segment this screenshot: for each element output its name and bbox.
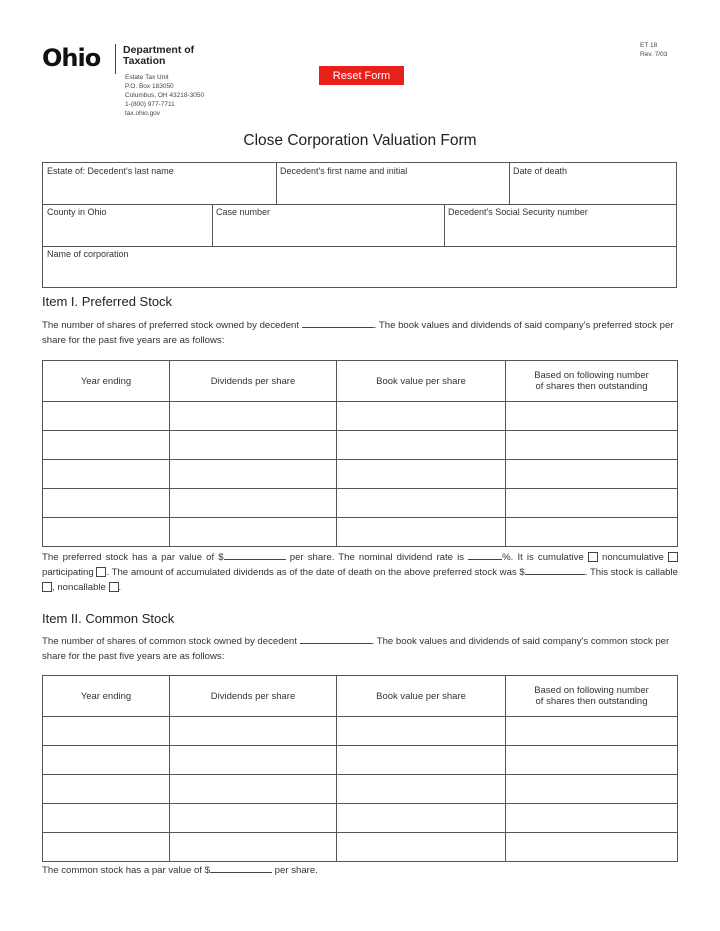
preferred-stock-table <box>42 360 678 547</box>
callable-label: . This stock is callable <box>584 567 678 578</box>
ohio-logo: Ohio <box>42 44 101 72</box>
decedent-last-name-field[interactable] <box>43 163 276 204</box>
dividend-rate-blank[interactable] <box>468 550 502 560</box>
field-label: Case number <box>216 207 271 217</box>
col-header-year-ending: Year ending <box>43 361 170 402</box>
field-label: County in Ohio <box>47 207 107 217</box>
table-cell[interactable] <box>337 489 506 518</box>
form-identifier <box>640 41 667 59</box>
table-cell[interactable] <box>506 518 678 547</box>
preferred-shares-blank[interactable] <box>302 318 374 328</box>
field-label: Decedent's Social Security number <box>448 207 588 217</box>
table-cell[interactable] <box>506 746 678 775</box>
table-row <box>43 717 678 746</box>
field-label: Name of corporation <box>47 249 129 259</box>
table-cell[interactable] <box>43 431 170 460</box>
form-number: ET 18 <box>640 42 658 49</box>
common-intro-text: The number of shares of common stock owned by decedent <box>42 636 297 647</box>
table-cell[interactable] <box>337 833 506 862</box>
table-row <box>43 402 678 431</box>
preferred-intro-text: The number of shares of preferred stock owned by decedent <box>42 320 300 331</box>
table-cell[interactable] <box>170 402 337 431</box>
table-cell[interactable] <box>506 717 678 746</box>
preferred-stock-heading: Item I. Preferred Stock <box>42 294 173 309</box>
common-par-text: per share. <box>274 865 318 876</box>
table-cell[interactable] <box>43 775 170 804</box>
header-line: Based on following number <box>534 370 649 381</box>
cumulative-checkbox[interactable] <box>588 552 598 562</box>
form-title: Close Corporation Valuation Form <box>243 132 477 149</box>
common-shares-blank[interactable] <box>300 634 372 644</box>
header-line: of shares then outstanding <box>535 381 648 392</box>
accumulated-text: . The amount of accumulated dividends as of the date of death on the above preferred <box>106 567 472 578</box>
cumulative-label: %. It is cumulative <box>502 552 584 563</box>
noncumulative-checkbox[interactable] <box>668 552 678 562</box>
preferred-intro-text: . The book values and dividends of said company's preferred stock per share for the past five years are as follows: <box>42 320 674 346</box>
table-cell[interactable] <box>170 717 337 746</box>
preferred-rate-text: per share. The nominal dividend rate is <box>289 552 465 563</box>
participating-checkbox[interactable] <box>96 567 106 577</box>
table-header-row <box>43 361 678 402</box>
preferred-intro <box>42 318 677 348</box>
table-cell[interactable] <box>337 518 506 547</box>
participating-label: participating <box>42 567 94 578</box>
table-cell[interactable] <box>170 833 337 862</box>
col-header-shares-outstanding <box>506 676 678 717</box>
table-cell[interactable] <box>506 833 678 862</box>
department-name: Department of Taxation <box>123 44 195 67</box>
col-header-book-value: Book value per share <box>337 361 506 402</box>
common-intro-text: . The book values and dividends of said company's common stock per share for the past five years are as follows: <box>42 636 670 662</box>
table-cell[interactable] <box>170 746 337 775</box>
table-row <box>43 431 678 460</box>
common-par-value-blank[interactable] <box>210 863 272 873</box>
table-cell[interactable] <box>43 833 170 862</box>
table-cell[interactable] <box>337 775 506 804</box>
table-row <box>43 804 678 833</box>
noncumulative-label: noncumulative <box>602 552 664 563</box>
col-header-dividends: Dividends per share <box>170 361 337 402</box>
col-header-shares-outstanding <box>506 361 678 402</box>
table-cell[interactable] <box>43 518 170 547</box>
table-cell[interactable] <box>337 804 506 833</box>
table-cell[interactable] <box>506 460 678 489</box>
address-line: Columbus, OH 43218-3050 <box>125 92 205 99</box>
table-cell[interactable] <box>170 460 337 489</box>
ssn-field[interactable] <box>444 204 676 246</box>
table-cell[interactable] <box>170 431 337 460</box>
callable-checkbox[interactable] <box>42 582 52 592</box>
case-number-field[interactable] <box>212 204 444 246</box>
stock-was-text: stock was $ <box>474 567 525 578</box>
decedent-first-name-field[interactable] <box>276 163 509 204</box>
preferred-details <box>42 550 678 595</box>
table-cell[interactable] <box>170 489 337 518</box>
common-details <box>42 863 677 878</box>
reset-form-button[interactable]: Reset Form <box>319 66 404 85</box>
common-par-text: The common stock has a par value of $ <box>42 865 210 876</box>
department-address <box>125 73 204 118</box>
field-label: Date of death <box>513 166 568 176</box>
table-cell[interactable] <box>506 804 678 833</box>
preferred-par-value-blank[interactable] <box>224 550 286 560</box>
preferred-par-text: The preferred stock has a par value of $ <box>42 552 224 563</box>
table-row <box>43 746 678 775</box>
form-revision: Rev. 7/03 <box>640 51 668 58</box>
table-cell[interactable] <box>506 431 678 460</box>
table-cell[interactable] <box>506 489 678 518</box>
table-cell[interactable] <box>170 775 337 804</box>
table-cell[interactable] <box>337 431 506 460</box>
table-cell[interactable] <box>43 402 170 431</box>
table-row <box>43 489 678 518</box>
address-line: Estate Tax Unit <box>125 74 169 81</box>
table-row <box>43 518 678 547</box>
accumulated-dividends-blank[interactable] <box>525 565 585 575</box>
table-header-row <box>43 676 678 717</box>
address-line: P.O. Box 183050 <box>125 83 174 90</box>
table-cell[interactable] <box>337 717 506 746</box>
table-cell[interactable] <box>506 402 678 431</box>
field-label: Decedent's first name and initial <box>280 166 408 176</box>
table-cell[interactable] <box>170 518 337 547</box>
decedent-info-box <box>42 162 677 288</box>
col-header-dividends: Dividends per share <box>170 676 337 717</box>
table-cell[interactable] <box>43 804 170 833</box>
table-cell[interactable] <box>337 402 506 431</box>
sentence-end: . <box>118 582 122 593</box>
address-line: 1-(800) 977-7711 <box>125 101 175 108</box>
common-stock-table <box>42 675 678 862</box>
col-header-book-value: Book value per share <box>337 676 506 717</box>
table-row <box>43 775 678 804</box>
county-field[interactable] <box>43 204 212 246</box>
table-cell[interactable] <box>337 460 506 489</box>
table-row <box>43 460 678 489</box>
table-cell[interactable] <box>43 489 170 518</box>
corporation-name-field[interactable] <box>43 246 676 287</box>
table-cell[interactable] <box>170 804 337 833</box>
table-row <box>43 833 678 862</box>
table-cell[interactable] <box>43 460 170 489</box>
field-label: Estate of: Decedent's last name <box>47 166 174 176</box>
date-of-death-field[interactable] <box>509 163 676 204</box>
col-header-year-ending: Year ending <box>43 676 170 717</box>
common-intro <box>42 634 677 664</box>
table-cell[interactable] <box>43 717 170 746</box>
common-stock-heading: Item II. Common Stock <box>42 611 175 626</box>
table-cell[interactable] <box>506 775 678 804</box>
table-cell[interactable] <box>43 746 170 775</box>
header-line: Based on following number <box>534 685 649 696</box>
header-line: of shares then outstanding <box>535 696 648 707</box>
table-cell[interactable] <box>337 746 506 775</box>
logo-divider <box>115 44 116 74</box>
noncallable-checkbox[interactable] <box>109 582 119 592</box>
noncallable-label: , noncallable <box>52 582 106 593</box>
address-line: tax.ohio.gov <box>125 110 161 117</box>
